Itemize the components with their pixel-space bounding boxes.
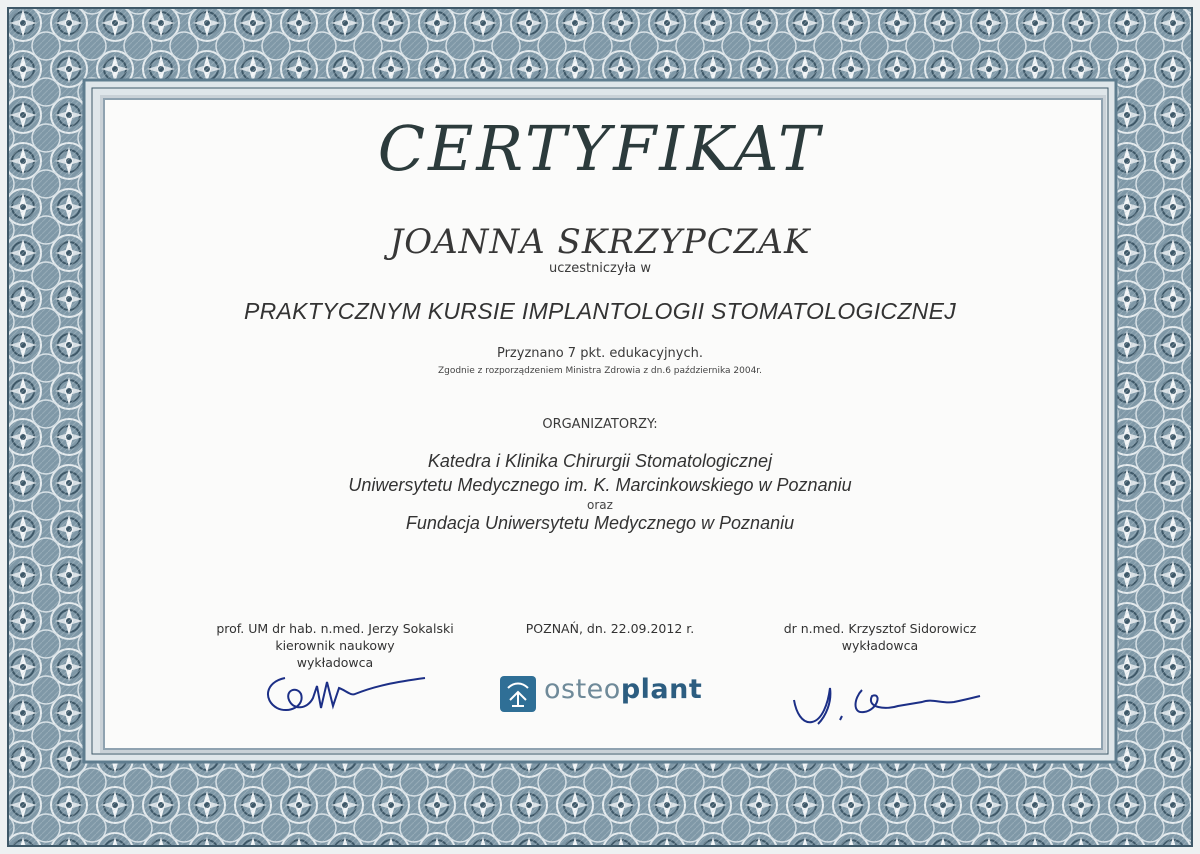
right-handwritten-signature	[782, 668, 997, 730]
recipient-name: JOANNA SKRZYPCZAK	[389, 222, 811, 262]
right-signatory-block	[770, 620, 990, 654]
left-handwritten-signature	[255, 660, 435, 720]
organizer-line-2: Uniwersytetu Medycznego im. K. Marcinkowskiego w Poznaniu	[348, 475, 852, 495]
conjunction-text: oraz	[587, 498, 613, 512]
osteoplant-logo	[500, 676, 730, 712]
left-signatory-name: prof. UM dr hab. n.med. Jerzy Sokalski	[216, 621, 454, 636]
osteoplant-wordmark: osteoplant	[544, 674, 703, 705]
participation-text: uczestniczyła w	[548, 261, 652, 276]
course-name: PRAKTYCZNYM KURSIE IMPLANTOLOGII STOMATOLOGICZNEJ	[243, 298, 957, 324]
regulation-text: Zgodnie z rozporządzeniem Ministra Zdrowia z dn.6 października 2004r.	[437, 366, 763, 376]
points-text: Przyznano 7 pkt. edukacyjnych.	[496, 346, 704, 361]
organizer-line-1: Katedra i Klinika Chirurgii Stomatologicznej	[427, 451, 773, 471]
organizers-label: ORGANIZATORZY:	[542, 417, 658, 432]
left-signatory-role-2: wykładowca	[296, 655, 374, 670]
right-signatory-name: dr n.med. Krzysztof Sidorowicz	[783, 621, 977, 636]
certificate-title: CERTYFIKAT	[377, 112, 823, 185]
right-signatory-role: wykładowca	[841, 638, 919, 653]
place-date-text: POZNAŃ, dn. 22.09.2012 r.	[525, 621, 695, 636]
left-signatory-role-1: kierownik naukowy	[275, 638, 395, 653]
osteoplant-logo-mark	[500, 676, 536, 712]
organizer-line-3: Fundacja Uniwersytetu Medycznego w Poznaniu	[405, 513, 795, 533]
place-date	[520, 620, 700, 637]
